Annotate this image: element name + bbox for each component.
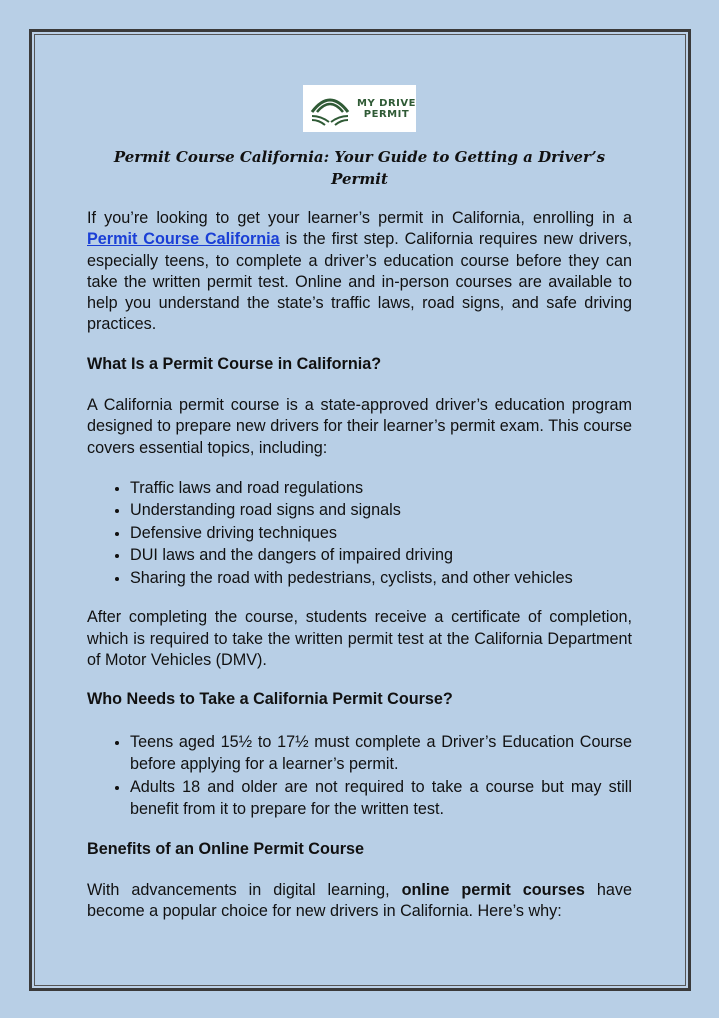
list-item: • Adults 18 and older are not required to take a course but may still benefit from it to prepare for the written test. xyxy=(130,776,632,821)
section1-paragraph: A California permit course is a state-approved driver’s education program designed to prepare new drivers for their learner’s permit exam. This course covers essential topics, including: xyxy=(87,396,632,457)
section1-after-paragraph: After completing the course, students receive a certificate of completion, which is required to take the written permit test at the California Department of Motor Vehicles (DMV). xyxy=(87,608,632,670)
list-item: • DUI laws and the dangers of impaired driving xyxy=(130,544,632,567)
list-item: • Understanding road signs and signals xyxy=(130,499,632,522)
list-item: • Sharing the road with pedestrians, cyclists, and other vehicles xyxy=(130,567,632,590)
list-item: • Defensive driving techniques xyxy=(130,522,632,545)
section-heading-what-is: What Is a Permit Course in California? xyxy=(87,354,382,373)
benefits-text-end: have become a popular choice for new drivers in California. Here’s why: xyxy=(87,880,632,921)
permit-course-california-link[interactable]: Permit Course California xyxy=(87,230,280,249)
intro-paragraph xyxy=(87,208,632,336)
intro-text-end: is the first step. California requires new drivers, especially teens, to complete a driver’s education course before they can take the written permit test. Online and in-person courses are available to help you understand the state’s traffic laws, road signs, and safe driving practices. xyxy=(87,230,632,334)
document-body xyxy=(87,146,632,923)
benefits-text-start: With advancements in digital learning, xyxy=(87,880,402,899)
logo-wordmark xyxy=(357,98,416,120)
logo-line-2: PERMIT xyxy=(363,108,410,120)
list-item: • Teens aged 15½ to 17½ must complete a Driver’s Education Course before applying for a learner’s permit. xyxy=(130,731,632,776)
page-title: Permit Course California: Your Guide to Getting a Driver’s Permit xyxy=(113,148,606,188)
online-permit-courses-emphasis: online permit courses xyxy=(401,880,585,899)
brand-logo xyxy=(303,85,416,132)
topics-list xyxy=(87,477,632,590)
section-heading-benefits: Benefits of an Online Permit Course xyxy=(87,839,365,858)
eligibility-list xyxy=(87,731,632,821)
logo-line-1: MY DRIVE xyxy=(357,97,416,109)
intro-text-start: If you’re looking to get your learner’s permit in California, enrolling in a xyxy=(87,209,632,227)
benefits-paragraph xyxy=(87,880,632,923)
section-heading-who-needs: Who Needs to Take a California Permit Course? xyxy=(87,690,453,709)
road-logo-icon xyxy=(309,92,351,126)
list-item: • Traffic laws and road regulations xyxy=(130,477,632,500)
